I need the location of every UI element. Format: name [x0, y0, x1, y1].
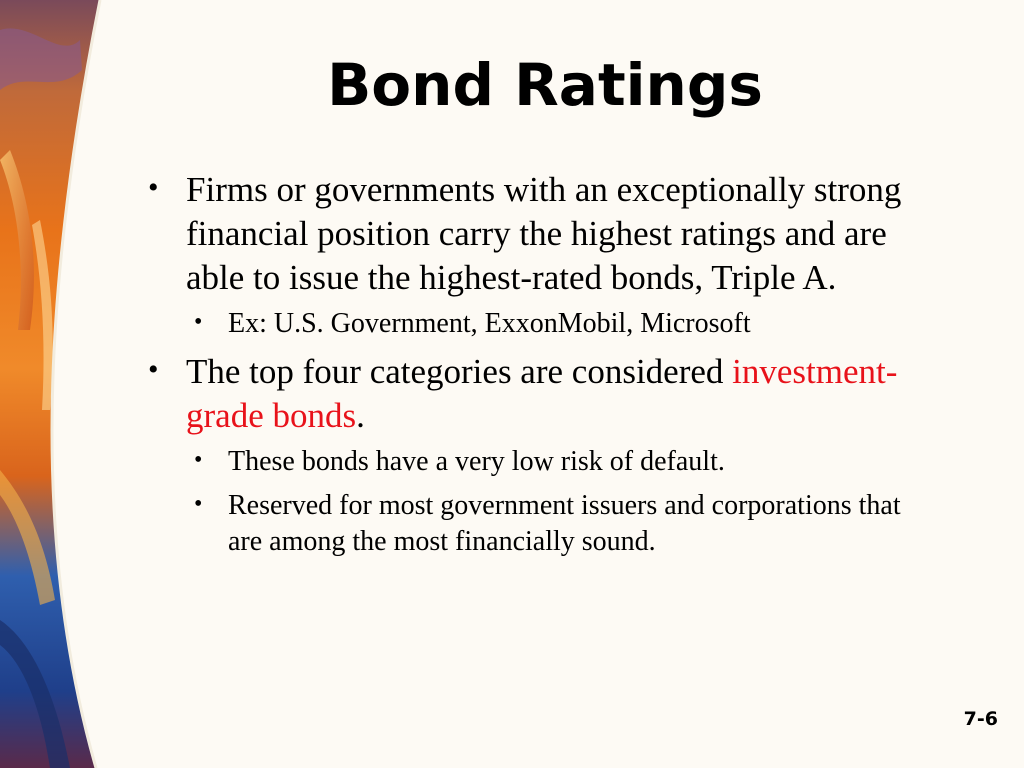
sub-bullet-text: These bonds have a very low risk of default. [228, 446, 725, 477]
slide-title: Bond Ratings [327, 51, 763, 119]
bullet-text-end: . [356, 396, 365, 435]
sub-bullet-item [194, 306, 928, 342]
bullet-icon: • [194, 447, 203, 473]
bullet-text: Firms or governments with an exceptionally strong financial position carry the highest ratings and are able to issue the highest-rated bonds, Triple A. [186, 170, 902, 297]
bullet-item [148, 350, 928, 438]
highlighted-term: investment-grade bonds [186, 352, 898, 435]
sub-bullet-text: Ex: U.S. Government, ExxonMobil, Microsoft [228, 308, 751, 339]
bullet-text: The top four categories are considered [186, 352, 733, 391]
bullet-icon: • [148, 171, 159, 204]
page-number: 7-6 [963, 708, 998, 730]
bullet-icon: • [194, 309, 203, 335]
sub-bullet-item [194, 488, 928, 560]
bullet-icon: • [194, 491, 203, 517]
bullet-item [148, 168, 928, 300]
bullet-list [148, 168, 928, 568]
sub-bullet-item [194, 444, 928, 480]
sub-bullet-text: Reserved for most government issuers and corporations that are among the most financially sound. [228, 490, 901, 557]
bullet-icon: • [148, 353, 159, 386]
